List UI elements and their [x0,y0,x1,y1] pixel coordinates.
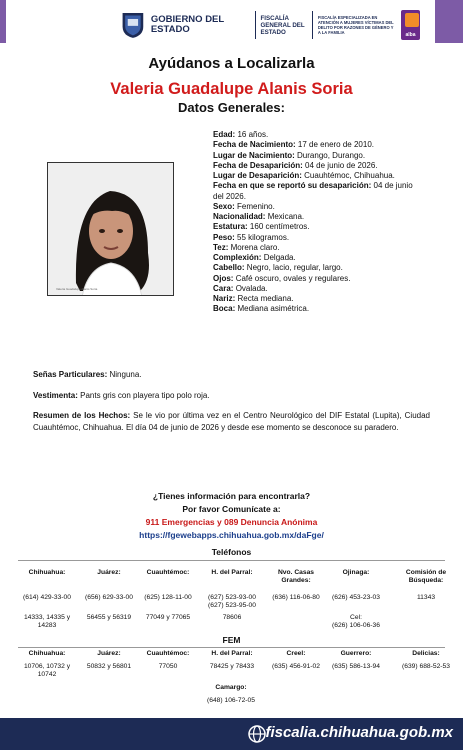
section-subtitle: Datos Generales: [178,100,285,115]
phone-number: (626) 453-23-03 [332,594,380,601]
city-header: Delicias: [412,650,440,657]
detail-row [213,161,413,171]
detail-label: Ojos: [213,273,234,283]
detail-row [213,202,413,212]
telefonos-title: Teléfonos [211,547,252,557]
detail-label: Lugar de Nacimiento: [213,150,295,160]
detail-label: Complexión: [213,253,262,262]
detail-row [213,181,413,202]
resumen-value: Se le vio por última vez en el Centro Neurológico del DIF Estatal (Lupita), Ciudad Cuauhtémoc, Chihuahua. El día 04 de junio de 2026 y desde ese momento se desconoce su paradero. [33,411,430,432]
header-divider [312,11,313,39]
detail-label: Boca: [213,304,236,314]
city-header: Chihuahua: [28,650,66,657]
phone-number: 10706, 10732 y 10742 [23,663,71,678]
detail-value: Delgada. [263,253,296,262]
fiscalia-especializada-label: FISCALÍA ESPECIALIZADA EN ATENCIÓN A MUJERES VÍCTIMAS DEL DELITO POR RAZONES DE GÉNERO Y A LA FAMILIA [317,15,394,35]
section-divider [18,647,445,648]
phone-number: (639) 688-52-53 [402,663,450,670]
detail-label: Nariz: [213,294,236,303]
page-title: Ayúdanos a Localizarla [148,55,315,72]
phone-number: 78606 [222,614,242,621]
detail-label: Estatura: [213,222,248,232]
detail-value: Mexicana. [267,212,305,221]
missing-person-name: Valeria Guadalupe Alanis Soria [110,80,353,98]
alba-logo [401,10,420,40]
detail-row [213,151,413,161]
city-header: Guerrero: [340,650,372,657]
detail-row [213,140,413,150]
phone-number: (635) 586-13-94 [332,663,380,670]
detail-value: Morena claro. [230,242,280,252]
detail-label: Peso: [213,232,235,242]
detail-value: Recta mediana. [237,294,294,303]
fiscalia-label: FISCALÍA GENERAL DEL ESTADO [260,14,305,36]
globe-icon [248,725,266,743]
footer-url[interactable]: fiscalia.chihuahua.gob.mx [265,724,453,741]
city-header: Ojinaga: [342,569,370,576]
detail-value: Ovalada. [235,283,268,293]
general-details [213,130,413,315]
phone-number: 11343 [416,594,436,601]
detail-label: Nacionalidad: [213,212,266,221]
phone-number: 77049 y 77065 [145,614,191,621]
detail-label: Fecha de Desaparición: [213,160,303,170]
camargo-value: (648) 106-72-05 [207,697,255,704]
detail-row [213,253,413,263]
report-link[interactable]: https://fgewebapps.chihuahua.gob.mx/daFge/ [139,530,324,540]
person-portrait-icon [48,163,174,296]
phone-number: 50832 y 56801 [86,663,132,670]
detail-value: Durango, Durango. [297,150,366,160]
phone-number: 14333, 14335 y 14283 [23,614,71,629]
header-accent-right [435,0,463,43]
phone-number: (635) 456-91-02 [272,663,320,670]
detail-label: Cabello: [213,263,245,273]
header-divider [255,11,256,39]
city-header: Juárez: [97,569,121,576]
senas-value: Ninguna. [109,370,142,379]
section-divider [18,560,445,561]
detail-label: Fecha de Nacimiento: [213,140,296,150]
city-header: Juárez: [97,650,121,657]
detail-row [213,212,413,222]
footer [0,718,463,750]
header-accent-left [0,0,6,43]
detail-value: 160 centímetros. [249,222,310,232]
detail-row [213,243,413,253]
detail-value: 16 años. [237,130,269,139]
detail-row [213,294,413,304]
gobierno-label: GOBIERNO DEL ESTADO [150,14,225,35]
state-shield-icon [120,9,146,41]
detail-label: Fecha en que se reportó su desaparición: [213,181,372,191]
emergency-numbers: 911 Emergencias y 089 Denuncia Anónima [145,517,318,527]
city-header: Chihuahua: [28,569,66,576]
phone-number: (625) 128-11-00 [144,594,192,601]
detail-row [213,171,413,181]
detail-value: Cuauhtémoc, Chihuahua. [304,171,395,180]
resumen-label: Resumen de los Hechos: [33,411,131,420]
city-header: Comisión de Búsqueda: [405,569,447,584]
vestimenta [33,390,430,402]
detail-value: 17 de enero de 2010. [297,140,374,150]
phone-number: Cel: (626) 106-06-36 [332,614,380,629]
phone-number: (627) 523-93-00 (627) 523-95-00 [208,594,256,609]
detail-value: Café oscuro, ovales y regulares. [235,273,351,283]
detail-value: Mediana asimétrica. [237,304,310,314]
cta-question: ¿Tienes información para encontrarla? [152,491,311,501]
phone-number: (656) 629-33-00 [85,594,133,601]
city-header: H. del Parral: [211,650,253,657]
detail-value: Negro, lacio, regular, largo. [246,263,343,273]
city-header: Cuauhtémoc: [146,650,190,657]
missing-person-photo [47,162,174,296]
vestimenta-label: Vestimenta: [33,391,78,400]
city-header: Nvo. Casas Grandes: [277,569,315,584]
fem-title: FEM [222,635,241,645]
detail-label: Edad: [213,130,236,139]
detail-value: Femenino. [237,201,275,211]
phone-number: 56455 y 56319 [86,614,132,621]
city-header: Creel: [286,650,306,657]
city-header: H. del Parral: [211,569,253,576]
phone-number: (636) 116-06-80 [272,594,320,601]
header [120,8,420,42]
detail-value: 04 de junio del 2026. [213,181,413,201]
senas-particulares [33,369,430,381]
detail-row [213,263,413,273]
city-header: Cuauhtémoc: [146,569,190,576]
detail-row [213,304,413,314]
detail-row [213,284,413,294]
resumen-hechos [33,410,430,434]
detail-label: Cara: [213,283,234,293]
phone-number: (614) 429-33-00 [23,594,71,601]
photo-caption: Valeria Guadalupe Alanis Soria [56,287,98,291]
detail-value: 04 de junio de 2026. [305,160,378,170]
detail-value: 55 kilogramos. [237,232,290,242]
alba-label: alba [405,32,416,38]
detail-label: Tez: [213,242,229,252]
detail-row [213,233,413,243]
detail-row [213,274,413,284]
phone-number: 77050 [158,663,178,670]
senas-label: Señas Particulares: [33,370,108,379]
vestimenta-value: Pants gris con playera tipo polo roja. [80,391,210,400]
phone-number: 78425 y 78433 [209,663,255,670]
cta-contact: Por favor Comunícate a: [182,504,281,514]
detail-row [213,130,413,140]
detail-label: Sexo: [213,201,235,211]
detail-row [213,222,413,232]
camargo-label: Camargo: [215,684,247,691]
detail-label: Lugar de Desaparición: [213,171,302,180]
